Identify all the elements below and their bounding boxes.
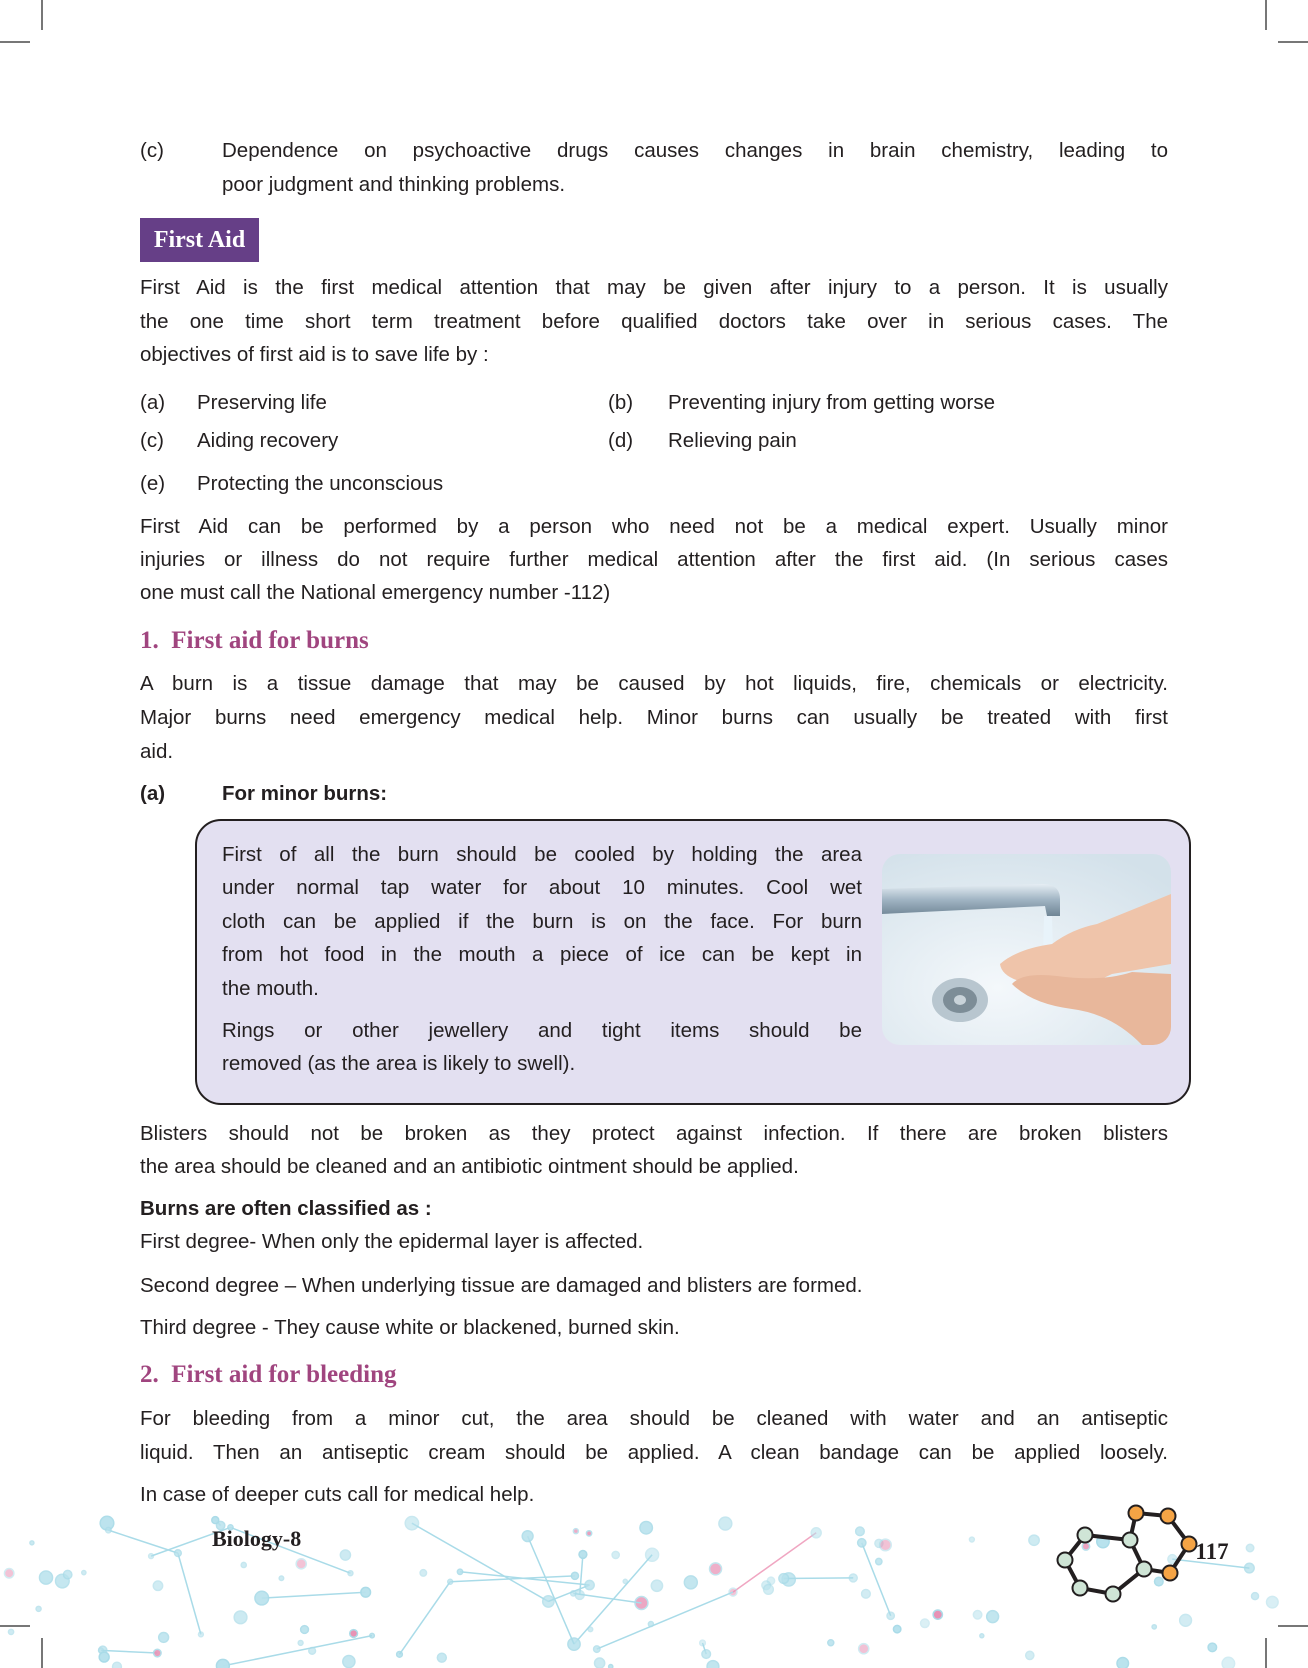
list-label: (c) <box>140 139 164 162</box>
molecule-atom <box>1246 1544 1253 1551</box>
molecule-atom <box>522 1531 533 1542</box>
molecule-atom <box>241 1562 246 1567</box>
molecule-atom <box>39 1571 52 1584</box>
molecule-bond <box>784 1578 853 1579</box>
molecule-atom <box>702 1650 711 1659</box>
molecule-atom <box>651 1580 662 1591</box>
paragraph-line: First Aid is the first medical attention that may be given after injury to a person. It is usually <box>140 276 1168 299</box>
molecule-atom <box>880 1539 892 1551</box>
paragraph-line: objectives of first aid is to save life by : <box>140 343 489 366</box>
crop-mark <box>1278 41 1308 43</box>
molecule-atom <box>309 1647 316 1654</box>
molecule-atom <box>859 1644 869 1654</box>
paragraph-line: In case of deeper cuts call for medical help. <box>140 1483 535 1506</box>
molecule-atom <box>729 1588 737 1596</box>
molecule-atom <box>1208 1643 1216 1651</box>
molecule-atom <box>921 1619 930 1628</box>
crop-mark <box>41 0 43 30</box>
molecule-atom <box>234 1611 247 1624</box>
molecule-atom <box>457 1569 462 1574</box>
paragraph-line: Blisters should not be broken as they protect against infection. If there are broken blisters <box>140 1122 1168 1145</box>
molecule-atom <box>99 1648 104 1653</box>
molecule-atom <box>856 1527 865 1536</box>
callout-line: Rings or other jewellery and tight items should be <box>222 1019 862 1042</box>
molecule-bond <box>399 1582 450 1655</box>
molecule-bond <box>108 1530 177 1553</box>
molecule-atom <box>420 1570 426 1576</box>
molecule-atom <box>255 1591 269 1605</box>
molecule-atom <box>980 1634 984 1638</box>
paragraph-line: aid. <box>140 740 174 763</box>
molecule-atom <box>612 1551 619 1558</box>
objective-label: (d) <box>608 429 634 452</box>
molecule-atom <box>301 1626 309 1634</box>
subsection-title: For minor burns: <box>222 782 388 805</box>
molecule-atom <box>811 1528 821 1538</box>
paragraph-line: the area should be cleaned and an antibiotic ointment should be applied. <box>140 1155 799 1178</box>
crop-mark <box>1265 0 1267 30</box>
molecule-atom <box>405 1517 418 1530</box>
molecule-atom <box>571 1572 578 1579</box>
molecule-atom <box>350 1630 358 1638</box>
callout-line: under normal tap water for about 10 minutes. Cool wet <box>222 876 862 899</box>
molecule-atom <box>707 1661 719 1668</box>
molecule-atom <box>1152 1625 1156 1629</box>
molecule-atom <box>1267 1596 1279 1608</box>
paragraph-line: First Aid can be performed by a person who need not be a medical expert. Usually minor <box>140 515 1168 538</box>
molecule-atom <box>30 1541 34 1545</box>
burn-degree-item: Second degree – When underlying tissue are damaged and blisters are formed. <box>140 1274 863 1297</box>
molecule-atom <box>279 1576 284 1581</box>
molecule-atom <box>1222 1657 1235 1668</box>
objective-label: (a) <box>140 391 166 414</box>
molecule-atom <box>987 1611 999 1623</box>
molecule-atom <box>63 1570 71 1578</box>
molecule-atom <box>36 1606 41 1611</box>
molecule-atom <box>779 1574 789 1584</box>
objective-label: (b) <box>608 391 634 414</box>
molecule-atom <box>8 1629 13 1634</box>
molecule-atom <box>4 1569 13 1578</box>
molecule-atom <box>764 1585 774 1595</box>
molecule-atom <box>719 1517 732 1530</box>
molecule-atom <box>361 1587 371 1597</box>
molecule-atom <box>710 1563 722 1575</box>
intro-line: Dependence on psychoactive drugs causes changes in brain chemistry, leading to <box>222 139 1168 162</box>
molecule-atom <box>623 1579 627 1583</box>
molecule-atom <box>579 1551 587 1559</box>
molecule-atom <box>828 1640 834 1646</box>
molecule-atom <box>969 1537 974 1542</box>
molecule-bond <box>528 1536 574 1644</box>
crop-mark <box>0 41 30 43</box>
molecule-atom <box>1029 1535 1039 1545</box>
callout-line: cloth can be applied if the burn is on the face. For burn <box>222 910 862 933</box>
molecule-atom <box>588 1627 593 1632</box>
molecule-atom <box>82 1571 86 1575</box>
molecule-atom <box>106 1527 111 1532</box>
molecule-atom <box>640 1521 652 1533</box>
molecule-atom <box>198 1632 203 1637</box>
classification-title: Burns are often classified as : <box>140 1197 432 1220</box>
molecule-atom <box>437 1653 446 1662</box>
molecule-atom <box>153 1581 162 1590</box>
objective-text: Protecting the unconscious <box>197 472 444 495</box>
molecule-atom <box>448 1579 453 1584</box>
molecule-atom <box>159 1632 169 1642</box>
molecule-atom <box>298 1640 303 1645</box>
molecule-atom <box>586 1531 591 1536</box>
molecule-atom <box>684 1576 697 1589</box>
intro-line: poor judgment and thinking problems. <box>222 173 566 196</box>
molecule-atom <box>340 1550 350 1560</box>
section-title-tag: First Aid <box>140 218 259 262</box>
molecule-atom <box>594 1646 600 1652</box>
molecule-atom <box>973 1611 981 1619</box>
molecule-bond <box>862 1543 891 1616</box>
molecule-atom <box>573 1529 578 1534</box>
molecule-atom <box>876 1558 882 1564</box>
molecule-atom <box>1117 1658 1129 1668</box>
molecule-atom <box>1026 1651 1034 1659</box>
section-heading-burns: 1. First aid for burns <box>140 627 369 654</box>
molecule-bond <box>262 1592 366 1598</box>
subsection-label: (a) <box>140 782 166 805</box>
objective-label: (e) <box>140 472 166 495</box>
molecule-atom <box>858 1539 866 1547</box>
molecule-atom <box>933 1610 942 1619</box>
objective-label: (c) <box>140 429 164 452</box>
molecule-atom <box>113 1662 122 1668</box>
molecule-bond <box>178 1553 201 1634</box>
callout-line: removed (as the area is likely to swell). <box>222 1052 576 1075</box>
footer-book-title: Biology-8 <box>212 1526 302 1551</box>
molecule-atom <box>609 1665 613 1668</box>
molecule-atom <box>99 1652 109 1662</box>
callout-line: the mouth. <box>222 977 319 1000</box>
burn-degree-item: First degree- When only the epidermal layer is affected. <box>140 1230 644 1253</box>
molecule-bond <box>597 1592 733 1649</box>
page-number: 117 <box>1195 1539 1229 1564</box>
paragraph-line: Major burns need emergency medical help. Minor burns can usually be treated with first <box>140 706 1168 729</box>
molecule-atom <box>700 1640 706 1646</box>
paragraph-line: injuries or illness do not require further medical attention after the first aid. (In serious cases <box>140 548 1168 571</box>
callout-line: First of all the burn should be cooled by holding the area <box>222 843 862 866</box>
molecule-atom <box>648 1621 653 1626</box>
molecule-atom <box>343 1655 355 1667</box>
hexagon-molecule-icon <box>1050 1500 1200 1620</box>
molecule-atom <box>175 1550 182 1557</box>
paragraph-line: one must call the National emergency number -112) <box>140 581 611 604</box>
objective-text: Preserving life <box>197 391 327 414</box>
paragraph-line: liquid. Then an antiseptic cream should be applied. A clean bandage can be applied loosely. <box>140 1441 1168 1464</box>
paragraph-line: For bleeding from a minor cut, the area should be cleaned with water and an antiseptic <box>140 1407 1168 1430</box>
molecule-atom <box>149 1554 154 1559</box>
molecule-atom <box>154 1649 162 1657</box>
paragraph-line: A burn is a tissue damage that may be caused by hot liquids, fire, chemicals or electricity. <box>140 672 1168 695</box>
callout-line: from hot food in the mouth a piece of ice can be kept in <box>222 943 862 966</box>
molecule-atom <box>1252 1593 1259 1600</box>
objective-text: Aiding recovery <box>197 429 339 452</box>
molecule-atom <box>585 1580 594 1589</box>
paragraph-line: the one time short term treatment before qualified doctors take over in serious cases. The <box>140 310 1168 333</box>
section-heading-bleeding: 2. First aid for bleeding <box>140 1361 397 1388</box>
objective-text: Relieving pain <box>668 429 797 452</box>
molecule-atom <box>296 1559 306 1569</box>
burn-degree-item: Third degree - They cause white or blackened, burned skin. <box>140 1316 680 1339</box>
molecule-atom <box>348 1571 353 1576</box>
molecule-atom <box>893 1625 900 1632</box>
molecule-atom <box>595 1658 605 1668</box>
molecule-atom <box>862 1590 871 1599</box>
molecule-bond <box>101 1650 157 1653</box>
hands-under-tap-photo <box>882 854 1171 1045</box>
objective-text: Preventing injury from getting worse <box>668 391 996 414</box>
molecule-atom <box>216 1659 229 1668</box>
